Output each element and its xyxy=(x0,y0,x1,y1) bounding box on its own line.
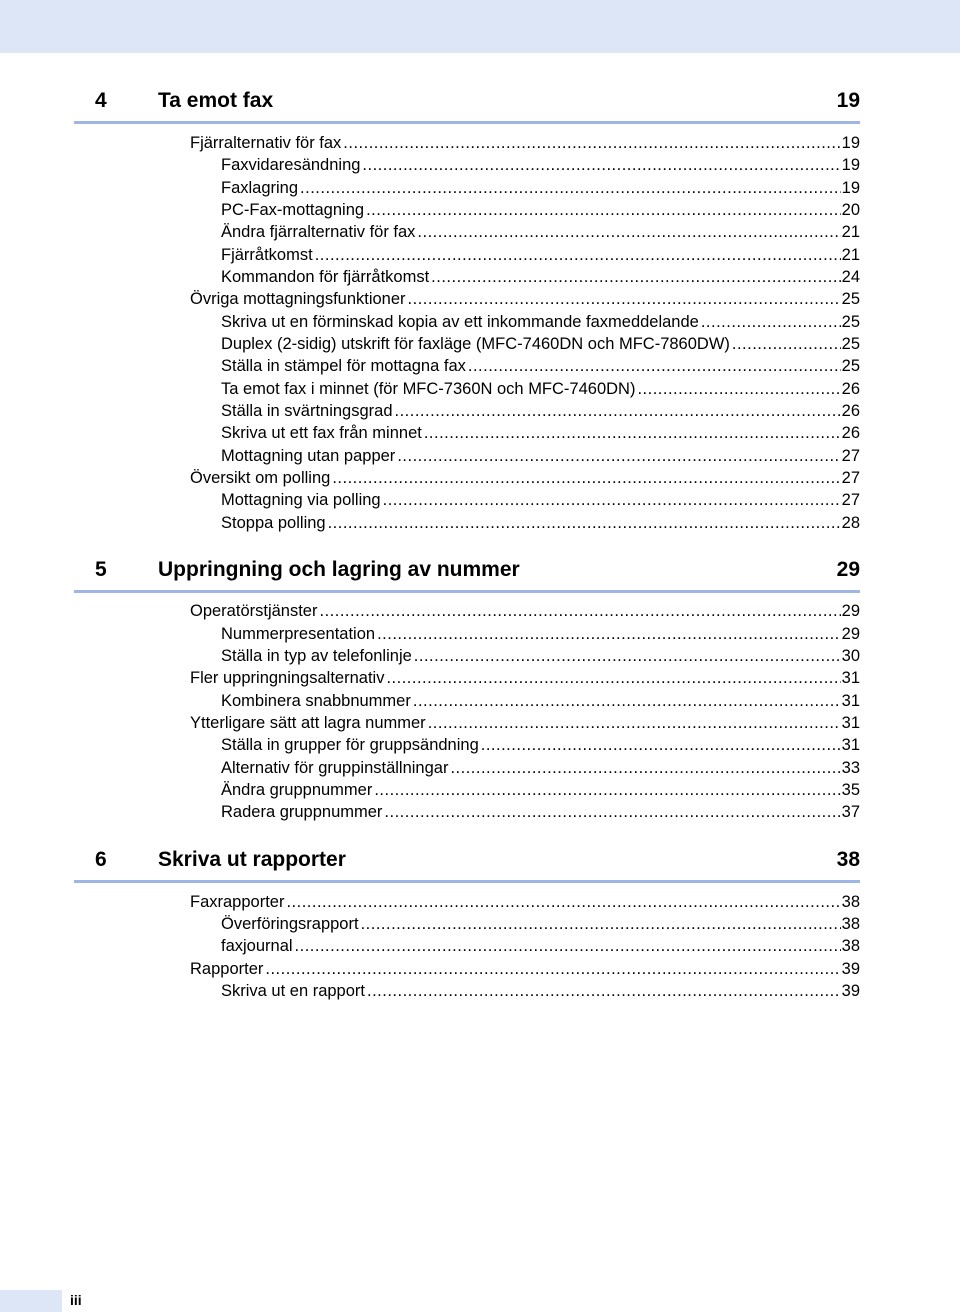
toc-entry-text: Fjärralternativ för fax xyxy=(190,134,342,152)
toc-entry[interactable] xyxy=(221,489,860,511)
toc-entry-page: 19 xyxy=(841,179,860,197)
toc-entry[interactable] xyxy=(221,422,860,444)
chapter-title: Ta emot fax xyxy=(158,89,274,112)
toc-entry[interactable] xyxy=(221,980,860,1002)
toc-entry-text: Fjärråtkomst xyxy=(221,246,313,264)
toc-entry[interactable] xyxy=(221,801,860,823)
toc-entry[interactable] xyxy=(221,355,860,377)
chapter-heading[interactable] xyxy=(74,75,860,124)
toc-entry-page: 38 xyxy=(841,893,860,911)
toc-entry-page: 35 xyxy=(841,781,860,799)
dot-leader xyxy=(384,801,840,823)
toc-entry[interactable] xyxy=(221,400,860,422)
chapter-number: 5 xyxy=(95,558,107,581)
toc-entry-page: 20 xyxy=(841,201,860,219)
toc-entry-page: 39 xyxy=(841,982,860,1000)
footer-page-number: iii xyxy=(70,1292,82,1308)
dot-leader xyxy=(383,489,841,511)
toc-entry[interactable] xyxy=(221,378,860,400)
toc-entry[interactable] xyxy=(221,445,860,467)
dot-leader xyxy=(332,467,840,489)
toc-entry-page: 25 xyxy=(841,313,860,331)
toc-entry[interactable] xyxy=(190,467,860,489)
toc-entry[interactable] xyxy=(221,512,860,534)
toc-entry[interactable] xyxy=(221,690,860,712)
toc-entry-text: Faxlagring xyxy=(221,179,299,197)
toc-entry[interactable] xyxy=(221,199,860,221)
toc-entry[interactable] xyxy=(190,712,860,734)
toc-entry[interactable] xyxy=(221,623,860,645)
toc-entry-text: Rapporter xyxy=(190,960,264,978)
toc-entry[interactable] xyxy=(221,913,860,935)
chapter-title: Uppringning och lagring av nummer xyxy=(158,558,520,581)
toc-entry[interactable] xyxy=(221,221,860,243)
toc-entry-text: Övriga mottagningsfunktioner xyxy=(190,290,406,308)
toc-entry[interactable] xyxy=(221,645,860,667)
toc-entry-text: Stoppa polling xyxy=(221,514,326,532)
toc-entry[interactable] xyxy=(190,958,860,980)
chapter-heading[interactable] xyxy=(74,544,860,593)
toc-entry-text: Radera gruppnummer xyxy=(221,803,383,821)
toc-entry[interactable] xyxy=(190,891,860,913)
dot-leader xyxy=(414,645,841,667)
toc-entry[interactable] xyxy=(221,333,860,355)
dot-leader xyxy=(286,891,840,913)
toc-entry-text: Ändra fjärralternativ för fax xyxy=(221,223,416,241)
dot-leader xyxy=(377,623,841,645)
toc-entry-text: Kombinera snabbnummer xyxy=(221,692,411,710)
toc-entry-page: 19 xyxy=(841,134,860,152)
toc-entry-text: Ställa in svärtningsgrad xyxy=(221,402,393,420)
toc-entry-page: 37 xyxy=(841,803,860,821)
toc-entry-text: Ändra gruppnummer xyxy=(221,781,373,799)
toc-entry-page: 31 xyxy=(841,736,860,754)
toc-entry-page: 27 xyxy=(841,469,860,487)
toc-entry-page: 30 xyxy=(841,647,860,665)
chapter-number: 4 xyxy=(95,89,107,112)
top-band xyxy=(0,0,960,53)
toc-entry-page: 26 xyxy=(841,380,860,398)
toc-entry-page: 39 xyxy=(841,960,860,978)
chapter-heading[interactable] xyxy=(74,834,860,883)
dot-leader xyxy=(450,757,840,779)
toc-entry-page: 33 xyxy=(841,759,860,777)
toc-entry-text: Nummerpresentation xyxy=(221,625,376,643)
dot-leader xyxy=(395,400,841,422)
dot-leader xyxy=(362,154,840,176)
toc-entry-text: Ställa in stämpel för mottagna fax xyxy=(221,357,466,375)
toc-entry-page: 27 xyxy=(841,491,860,509)
toc-entry[interactable] xyxy=(221,266,860,288)
toc-entry-text: Kommandon för fjärråtkomst xyxy=(221,268,430,286)
toc-entry-text: faxjournal xyxy=(221,937,293,955)
toc-entry-text: Duplex (2-sidig) utskrift för faxläge (MFC-7460DN och MFC-7860DW) xyxy=(221,335,730,353)
toc-entry[interactable] xyxy=(190,132,860,154)
dot-leader xyxy=(637,378,840,400)
dot-leader xyxy=(295,935,841,957)
toc-entry[interactable] xyxy=(221,935,860,957)
toc-entry[interactable] xyxy=(221,734,860,756)
chapter-title: Skriva ut rapporter xyxy=(158,848,346,871)
toc-entry-text: Faxrapporter xyxy=(190,893,285,911)
toc-entry[interactable] xyxy=(221,757,860,779)
dot-leader xyxy=(428,712,841,734)
toc-entry-text: Alternativ för gruppinställningar xyxy=(221,759,449,777)
toc-entry-page: 31 xyxy=(841,692,860,710)
toc-entry-text: Ställa in typ av telefonlinje xyxy=(221,647,412,665)
toc-entry-text: Faxvidaresändning xyxy=(221,156,361,174)
toc-entry[interactable] xyxy=(221,779,860,801)
toc-entry[interactable] xyxy=(190,288,860,310)
chapter-page: 29 xyxy=(836,558,860,581)
toc-entry-text: Operatörstjänster xyxy=(190,602,318,620)
toc-entry-page: 38 xyxy=(841,937,860,955)
toc-entry[interactable] xyxy=(221,154,860,176)
dot-leader xyxy=(701,311,841,333)
chapter-page: 19 xyxy=(836,89,860,112)
dot-leader xyxy=(315,244,841,266)
toc-entry-page: 31 xyxy=(841,714,860,732)
toc-entry-page: 26 xyxy=(841,402,860,420)
toc-entry[interactable] xyxy=(221,244,860,266)
footer-bar xyxy=(0,1290,62,1312)
toc-entry-text: Skriva ut ett fax från minnet xyxy=(221,424,422,442)
toc-entry[interactable] xyxy=(190,600,860,622)
toc-entry-text: Överföringsrapport xyxy=(221,915,359,933)
toc-entry-text: Ta emot fax i minnet (för MFC-7360N och MFC-7460DN) xyxy=(221,380,636,398)
toc-entry-text: Mottagning via polling xyxy=(221,491,381,509)
dot-leader xyxy=(386,667,840,689)
dot-leader xyxy=(413,690,841,712)
toc-entry-page: 26 xyxy=(841,424,860,442)
toc-entry-text: Ställa in grupper för gruppsändning xyxy=(221,736,479,754)
dot-leader xyxy=(397,445,840,467)
dot-leader xyxy=(328,512,841,534)
toc-entry-page: 29 xyxy=(841,625,860,643)
dot-leader xyxy=(343,132,840,154)
toc-entry-text: Ytterligare sätt att lagra nummer xyxy=(190,714,426,732)
toc-entry-text: Översikt om polling xyxy=(190,469,331,487)
toc-entry-page: 31 xyxy=(841,669,860,687)
dot-leader xyxy=(366,199,841,221)
dot-leader xyxy=(424,422,841,444)
dot-leader xyxy=(319,600,840,622)
dot-leader xyxy=(374,779,840,801)
toc-entry-page: 27 xyxy=(841,447,860,465)
dot-leader xyxy=(361,913,841,935)
toc-entry-page: 38 xyxy=(841,915,860,933)
toc-entry-page: 24 xyxy=(841,268,860,286)
toc-entry-page: 25 xyxy=(841,357,860,375)
chapter-page: 38 xyxy=(836,848,860,871)
toc-entry[interactable] xyxy=(221,177,860,199)
toc-entry-page: 25 xyxy=(841,290,860,308)
chapter-number: 6 xyxy=(95,848,107,871)
toc-entry-page: 28 xyxy=(841,514,860,532)
dot-leader xyxy=(431,266,840,288)
dot-leader xyxy=(468,355,841,377)
dot-leader xyxy=(300,177,841,199)
toc-entry-text: Fler uppringningsalternativ xyxy=(190,669,385,687)
toc-entry-text: Skriva ut en förminskad kopia av ett inkommande faxmeddelande xyxy=(221,313,699,331)
toc-entry-text: Skriva ut en rapport xyxy=(221,982,365,1000)
toc-entry[interactable] xyxy=(221,311,860,333)
dot-leader xyxy=(481,734,841,756)
dot-leader xyxy=(367,980,841,1002)
toc-entry-page: 21 xyxy=(841,246,860,264)
dot-leader xyxy=(732,333,841,355)
toc-entry-text: PC-Fax-mottagning xyxy=(221,201,365,219)
toc-entry-page: 25 xyxy=(841,335,860,353)
toc-entry-text: Mottagning utan papper xyxy=(221,447,396,465)
toc-entry-page: 21 xyxy=(841,223,860,241)
dot-leader xyxy=(265,958,840,980)
toc-entry-page: 29 xyxy=(841,602,860,620)
dot-leader xyxy=(408,288,841,310)
toc-entry[interactable] xyxy=(190,667,860,689)
toc-entry-page: 19 xyxy=(841,156,860,174)
dot-leader xyxy=(417,221,840,243)
